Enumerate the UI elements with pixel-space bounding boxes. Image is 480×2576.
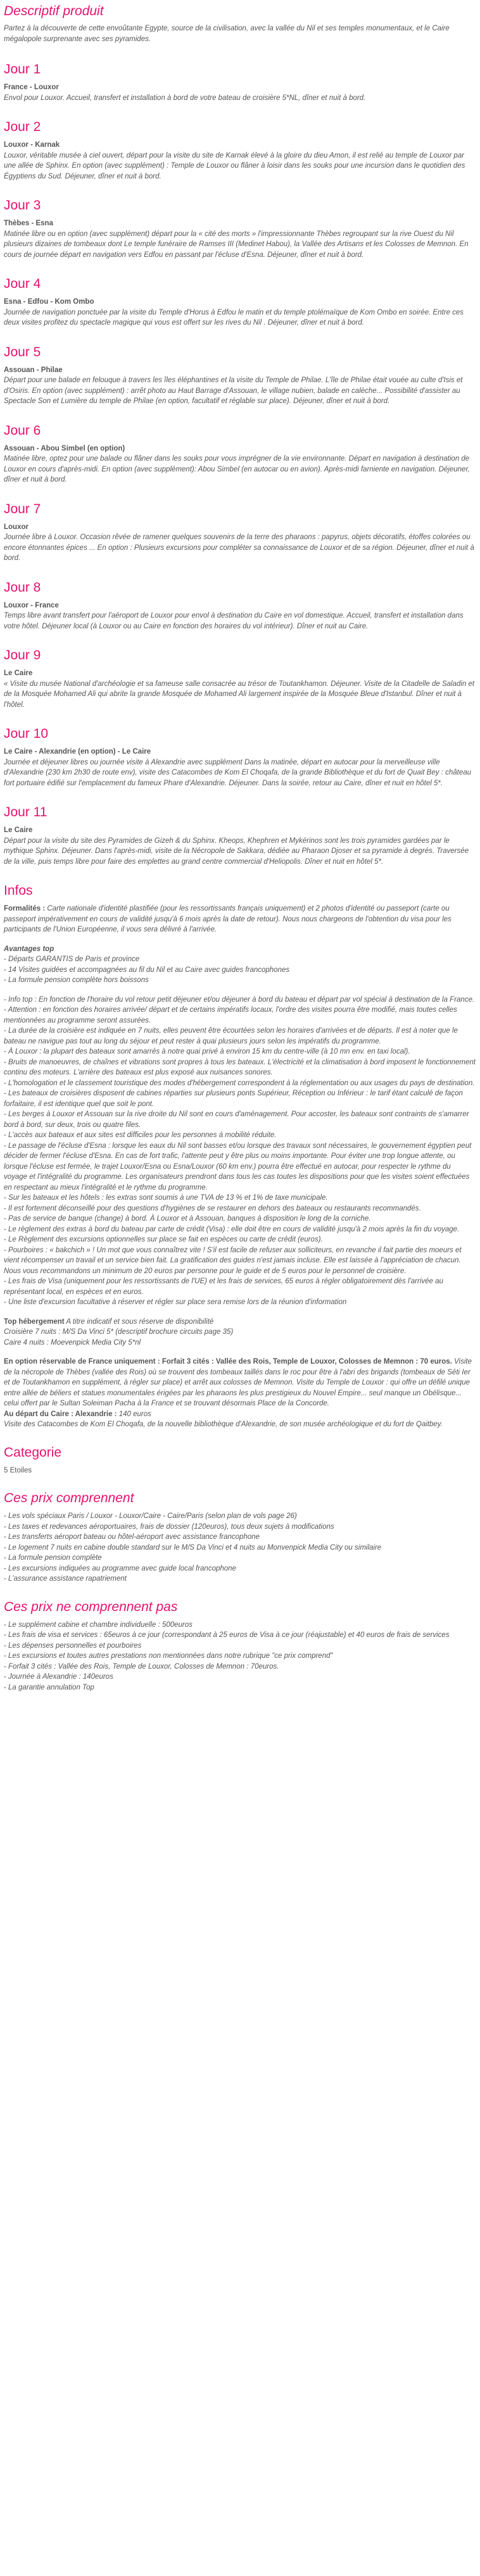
- list-item: - 14 Visites guidées et accompagnées au fil du Nil et au Caire avec guides francophones: [4, 965, 476, 976]
- notes-block: [4, 995, 476, 1308]
- infos-heading: Infos: [4, 883, 33, 898]
- option-text: Visite de la nécropole de Thèbes (vallée des Rois) où se trouvent des tombeaux taillés dans le roc pour être à l'abri des brigands (tombeaux de Séti Ier et de Toutankhamon en supplément, à régler sur place) et arrêt aux colosses de Memnon. Visite du Temple de Louxor : qui offre un défilé unique entre allée de béliers et statues monumentales érigées par les pharaons les plus prestigieux du Nouvel Empire... seul manque un Obélisque... celui offert par le Sultan Soleiman Pacha à la France et se trouvant désormais Place de la Concorde.: [4, 1358, 472, 1407]
- list-item: - Les excursions et toutes autres prestations non mentionnées dans notre rubrique "ce prix comprend": [4, 1651, 476, 1662]
- list-item: - Bruits de manoeuvres, de chaînes et vibrations sont propres à tous les bateaux. L'électricité et la climatisation à bord imposent le fonctionnement continu des moteurs. L'arrière des bateaux est plus exposé aux nuisances sonores.: [4, 1057, 476, 1078]
- day-description: Envol pour Louxor. Accueil, transfert et installation à bord de votre bateau de croisière 5*NL, dîner et nuit à bord.: [4, 94, 366, 102]
- avantages-label: Avantages top: [4, 945, 54, 953]
- day-section: [4, 275, 476, 328]
- day-section: [4, 804, 476, 867]
- day-description: Louxor, véritable musée à ciel ouvert, départ pour la visite du site de Karnak élevé à la gloire du dieu Amon, il est relié au temple de Louxor par une allée de Sphinx. En option (avec supplément) : Temple de Louxor ou flâner à loisir dans les souks pour une incursion dans le quotidien des Égyptiens du Sud. Déjeuner, dîner et nuit à bord.: [4, 151, 465, 180]
- day-section: [4, 197, 476, 260]
- list-item: - La formule pension complète hors boissons: [4, 975, 476, 986]
- day-subtitle: Le Caire: [4, 826, 33, 834]
- day-heading: Jour 3: [4, 198, 41, 213]
- day-description: Départ pour la visite du site des Pyramides de Gizeh & du Sphinx. Kheops, Khephren et Mykérinos sont les trois pyramides gardées par le mythique Sphinx. Déjeuner. Dans l'après-midi, visite de la Nécropole de Sakkara, dédiée au Pharaon Djoser et sa pyramide à degrés. Traversée de la ville, puis temps libre pour faire des emplettes au grand centre commercial d'Heliopolis. Dîner et nuit en hôtel 5*.: [4, 837, 469, 866]
- option-block: [4, 1357, 476, 1430]
- day-subtitle: Louxor - France: [4, 601, 59, 609]
- formalites-label: Formalités :: [4, 905, 46, 912]
- alexandrie-label: Au départ du Caire : Alexandrie :: [4, 1410, 117, 1418]
- day-section: [4, 422, 476, 485]
- day-heading: Jour 9: [4, 648, 41, 663]
- list-item: - Les frais de visa et services : 65euros à ce jour (correspondant à 25 euros de Visa à ce jour (réajustable) et 40 euros de frais de services: [4, 1630, 476, 1641]
- list-item: - La garantie annulation Top: [4, 1683, 476, 1693]
- day-subtitle: Louxor - Karnak: [4, 141, 60, 149]
- list-item: - Sur les bateaux et les hôtels : les extras sont soumis à une TVA de 13 % et 1% de taxe municipale.: [4, 1193, 476, 1204]
- ne-comprennent-list: [4, 1620, 476, 1693]
- alexandrie-text: Visite des Catacombes de Kom El Choqafa, de la nouvelle bibliothèque d'Alexandrie, de son musée archéologique et du fort de Qaitbey.: [4, 1421, 443, 1428]
- list-item: - L'assurance assistance rapatriement: [4, 1574, 476, 1584]
- day-description: Journée et déjeuner libres ou journée visite à Alexandrie avec supplément Dans la matinée, départ en autocar pour la merveilleuse ville d'Alexandrie (230 km 2h30 de route env), visite des Catacombes de Kom El Choqafa, de la grande Bibliothèque et du fort de Quait Bey : château fort portuaire édifié sur l'emplacement du fameux Phare d'Alexandrie. Déjeuner. Dans la soirée, retour au Caire, dîner et nuit en hôtel 5*.: [4, 758, 472, 787]
- list-item: - Le Règlement des excursions optionnelles sur place se fait en espèces ou carte de crédit (euros).: [4, 1235, 476, 1245]
- list-item: - L'accès aux bateaux et aux sites est difficiles pour les personnes à mobilité réduite.: [4, 1130, 476, 1141]
- day-heading: Jour 7: [4, 501, 41, 516]
- page-title: Descriptif produit: [4, 4, 104, 18]
- comprennent-section: [4, 1490, 476, 1584]
- formalites: [4, 904, 476, 935]
- day-heading: Jour 2: [4, 120, 41, 134]
- infos-section: [4, 882, 476, 1430]
- list-item: - Les taxes et redevances aéroportuaires, frais de dossier (120euros), tous deux sujets à modifications: [4, 1522, 476, 1533]
- list-item: - Il est fortement déconseillé pour des questions d'hygiènes de se restaurer en dehors des bateaux ou restaurants recommandés.: [4, 1204, 476, 1214]
- list-item: - Départs GARANTIS de Paris et province: [4, 954, 476, 965]
- intro-text: Partez à la découverte de cette envoûtante Egypte, source de la civilisation, avec la vallée du Nil et ses temples monumentaux, et le Caire mégalopole surprenante avec ses pyramides.: [4, 25, 450, 43]
- day-subtitle: Le Caire: [4, 669, 33, 677]
- list-item: - Pas de service de banque (change) à bord. À Louxor et à Assouan, banques à disposition le long de la corniche.: [4, 1214, 476, 1224]
- categorie-value: 5 Etoiles: [4, 1466, 32, 1474]
- itinerary: [4, 61, 476, 867]
- list-item: - L'homologation et le classement touristique des modes d'hébergement correspondent à la réglementation ou aux usages du pays de destination.: [4, 1078, 476, 1089]
- day-section: [4, 501, 476, 564]
- day-description: Journée libre à Louxor. Occasion rêvée de ramener quelques souvenirs de la terre des pharaons : papyrus, objets décoratifs, étoffes colorées ou encore étonnantes épices ... En option : Plusieurs excursions pour compléter sa connaissance de Louxor et de sa région. Déjeuner, dîner et nuit à bord.: [4, 533, 474, 562]
- comprennent-heading: Ces prix comprennent: [4, 1491, 134, 1505]
- list-item: - Les dépenses personnelles et pourboires: [4, 1641, 476, 1652]
- list-item: - La durée de la croisière est indiquée en 7 nuits, elles peuvent être écourtées selon les horaires d'arrivées et de départs. Il est à noter que le bateau ne navigue pas tout au long du séjour et peut rester à quai plusieurs jours selon les impératifs du programme.: [4, 1026, 476, 1047]
- day-description: Matinée libre, optez pour une balade ou flâner dans les souks pour vous imprégner de la vie environnante. Départ en navigation à destination de Louxor en cours d'après-midi. En option (avec supplément): Abou Simbel (en autocar ou en avion). Après-midi farniente en navigation. Déjeuner, dîner et nuit à bord.: [4, 455, 470, 483]
- day-section: [4, 344, 476, 407]
- list-item: - Journée à Alexandrie : 140euros: [4, 1672, 476, 1683]
- list-item: - Les berges à Louxor et Assouan sur la rive droite du Nil sont en cours d'aménagement. Pour accoster, les bateaux sont contraints de s'amarrer bord à bord, sur deux, trois ou quatre files.: [4, 1109, 476, 1130]
- day-description: Matinée libre ou en option (avec supplément) départ pour la « cité des morts » l'impressionnante Thèbes regroupant sur la rive Ouest du Nil plusieurs dizaines de tombeaux dont Le temple funéraire de Ramses III (Medinet Habou), la Vallée des Artisans et les Colosses de Memnon. En cours de journée départ en navigation vers Edfou en passant par l'écluse d'Esna. Déjeuner, dîner et nuit à bord.: [4, 230, 469, 259]
- list-item: - Les vols spéciaux Paris / Louxor - Louxor/Caire - Caire/Paris (selon plan de vols page 26): [4, 1511, 476, 1522]
- list-item: - À Louxor : la plupart des bateaux sont amarrés à notre quai privé à environ 15 km du centre-ville (à 10 mn env. en taxi local).: [4, 1047, 476, 1057]
- ne-comprennent-section: [4, 1598, 476, 1693]
- list-item: - Les bateaux de croisières disposent de cabines réparties sur plusieurs ponts Supérieur, Réception ou Inférieur : le tarif étant calculé de façon forfaitaire, il est identique quel que soit le pont.: [4, 1088, 476, 1109]
- day-subtitle: France - Louxor: [4, 84, 59, 91]
- list-item: - Le passage de l'écluse d'Esna : lorsque les eaux du Nil sont basses et/ou lorsque des travaux sont nécessaires, le gouvernement égyptien peut décider de fermer l'écluse d'Esna. En cas de fort trafic, l'attente peut y être plus ou moins importante. Pour éviter une trop longue attente, ou lorsque l'écluse est fermée, le trajet Louxor/Esna ou Esna/Louxor (60 km env.) pourra être effectué en autocar, pour respecter le rythme du voyage et l'intégralité du programme. Les organisateurs prendront dans tous les cas toutes les dispositions pour que les visites soient effectuées en respectant au mieux l'intégralité et le rythme du programme.: [4, 1141, 476, 1193]
- categorie-section: [4, 1444, 476, 1476]
- day-heading: Jour 10: [4, 726, 49, 741]
- day-heading: Jour 4: [4, 277, 41, 291]
- day-section: [4, 579, 476, 632]
- hebergement-line: Caire 4 nuits : Moevenpick Media City 5*nl: [4, 1338, 141, 1347]
- hebergement-line: Croisière 7 nuits : M/S Da Vinci 5* (descriptif brochure circuits page 35): [4, 1328, 234, 1336]
- day-subtitle: Assouan - Abou Simbel (en option): [4, 444, 125, 452]
- list-item: - Le règlement des extras à bord du bateau par carte de crédit (Visa) : elle doit être en cours de validité jusqu'à 2 mois après la fin du voyage.: [4, 1224, 476, 1235]
- list-item: - Info top : En fonction de l'horaire du vol retour petit déjeuner et/ou déjeuner à bord du bateau et départ par vol spécial à destination de la France.: [4, 995, 476, 1005]
- day-description: Journée de navigation ponctuée par la visite du Temple d'Horus à Edfou le matin et du temple ptolémaïque de Kom Ombo en soirée. Entre ces deux visites profitez du spectacle magique qui vous est offert sur les rives du Nil . Déjeuner, dîner et nuit à bord.: [4, 308, 464, 327]
- comprennent-list: [4, 1511, 476, 1584]
- day-heading: Jour 11: [4, 805, 47, 819]
- ne-comprennent-heading: Ces prix ne comprennent pas: [4, 1599, 178, 1614]
- alexandrie-price: 140 euros: [117, 1410, 151, 1418]
- day-heading: Jour 5: [4, 344, 41, 359]
- list-item: - Forfait 3 cités : Vallée des Rois, Temple de Louxor, Colosses de Memnon : 70euros.: [4, 1662, 476, 1672]
- categorie-heading: Categorie: [4, 1445, 62, 1460]
- list-item: - Le supplément cabine et chambre individuelle : 500euros: [4, 1620, 476, 1631]
- day-subtitle: Thèbes - Esna: [4, 220, 53, 227]
- day-section: [4, 61, 476, 103]
- day-section: [4, 725, 476, 788]
- day-subtitle: Assouan - Philae: [4, 366, 63, 374]
- list-item: - La formule pension complète: [4, 1553, 476, 1564]
- list-item: - Pourboires : « bakchich » ! Un mot que vous connaîtrez vite ! S'il est facile de refuser aux solliciteurs, en revanche il fait partie des moeurs et vient récompenser un travail et un service bien fait. La gratification des guides n'est jamais incluse. Elle est laissée à l'appréciation de chacun. Nous vous recommandons un minimum de 20 euros par personne pour le guide et de 5 euros pour le personnel de croisière.: [4, 1245, 476, 1277]
- formalites-text: Carte nationale d'identité plastifiée (pour les ressortissants français uniquement) et 2 photos d'identité ou passeport (carte ou passeport impérativement en cours de validité jusqu'à 6 mois après la date de retour). Nous nous chargeons de l'obtention du visa pour les participants de l'Union Européenne, il vous sera délivré à l'arrivée.: [4, 905, 452, 933]
- avantages-block: [4, 944, 476, 986]
- avantages-list: [4, 954, 476, 986]
- list-item: - Les transferts aéroport bateau ou hôtel-aéroport avec assistance francophone: [4, 1532, 476, 1543]
- day-description: Départ pour une balade en felouque à travers les îles éléphantines et la visite du Temple de Philae. L'île de Philae était vouée au culte d'Isis et d'Osiris. En option (avec supplément) : arrêt photo au Haut Barrage d'Assouan, le village nubien, balade en calèche... Possibilité d'assister au Spectacle Son et Lumière du temple de Philae (en option, facultatif et réglable sur place). Déjeuner, dîner et nuit à bord.: [4, 376, 463, 405]
- list-item: - Attention : en fonction des horaires arrivée/ départ et de certains impératifs locaux, l'ordre des visites pourra être modifié, mais toutes celles mentionnées au programme seront assurées.: [4, 1005, 476, 1026]
- list-item: - Les excursions indiquées au programme avec guide local francophone: [4, 1564, 476, 1574]
- day-section: [4, 647, 476, 710]
- day-description: Temps libre avant transfert pour l'aéroport de Louxor pour envol à destination du Caire en vol domestique. Accueil, transfert et installation dans votre hôtel. Déjeuner local (à Louxor ou au Caire en fonction des horaires du vol intérieur). Dîner et nuit au Caire.: [4, 612, 464, 630]
- list-item: - Les frais de Visa (uniquement pour les ressortissants de l'UE) et les frais de services, 65 euros à régler obligatoirement dès l'arrivée au représentant local, en espèces et en euros.: [4, 1276, 476, 1297]
- day-description: « Visite du musée National d'archéologie et sa fameuse salle consacrée au trésor de Toutankhamon. Déjeuner. Visite de la Citadelle de Saladin et de la Mosquée Mohamed Ali qui abrite la grande Mosquée de Mohamed Ali largement inspirée de la Mosquée Bleue d'Istanbul. Dîner et nuit à l'hôtel.: [4, 680, 475, 709]
- day-subtitle: Esna - Edfou - Kom Ombo: [4, 298, 94, 306]
- hebergement-label: Top hébergement: [4, 1317, 65, 1326]
- option-label: En option réservable de France uniquement : Forfait 3 cités : Vallée des Rois, Temple de Louxor, Colosses de Memnon : 70 euros.: [4, 1358, 452, 1366]
- hebergement-text: A titre indicatif et sous réserve de disponibilité: [64, 1317, 214, 1326]
- list-item: - Le logement 7 nuits en cabine double standard sur le M/S Da Vinci et 4 nuits au Monvenpick Media City ou similaire: [4, 1543, 476, 1553]
- notes-list: [4, 995, 476, 1308]
- day-heading: Jour 6: [4, 423, 41, 438]
- day-heading: Jour 1: [4, 62, 41, 77]
- day-subtitle: Le Caire - Alexandrie (en option) - Le Caire: [4, 748, 151, 756]
- day-subtitle: Louxor: [4, 523, 28, 531]
- day-section: [4, 118, 476, 182]
- hebergement-block: [4, 1317, 476, 1348]
- list-item: - Une liste d'excursion facultative à réserver et régler sur place sera remise lors de la réunion d'information: [4, 1297, 476, 1308]
- day-heading: Jour 8: [4, 580, 41, 595]
